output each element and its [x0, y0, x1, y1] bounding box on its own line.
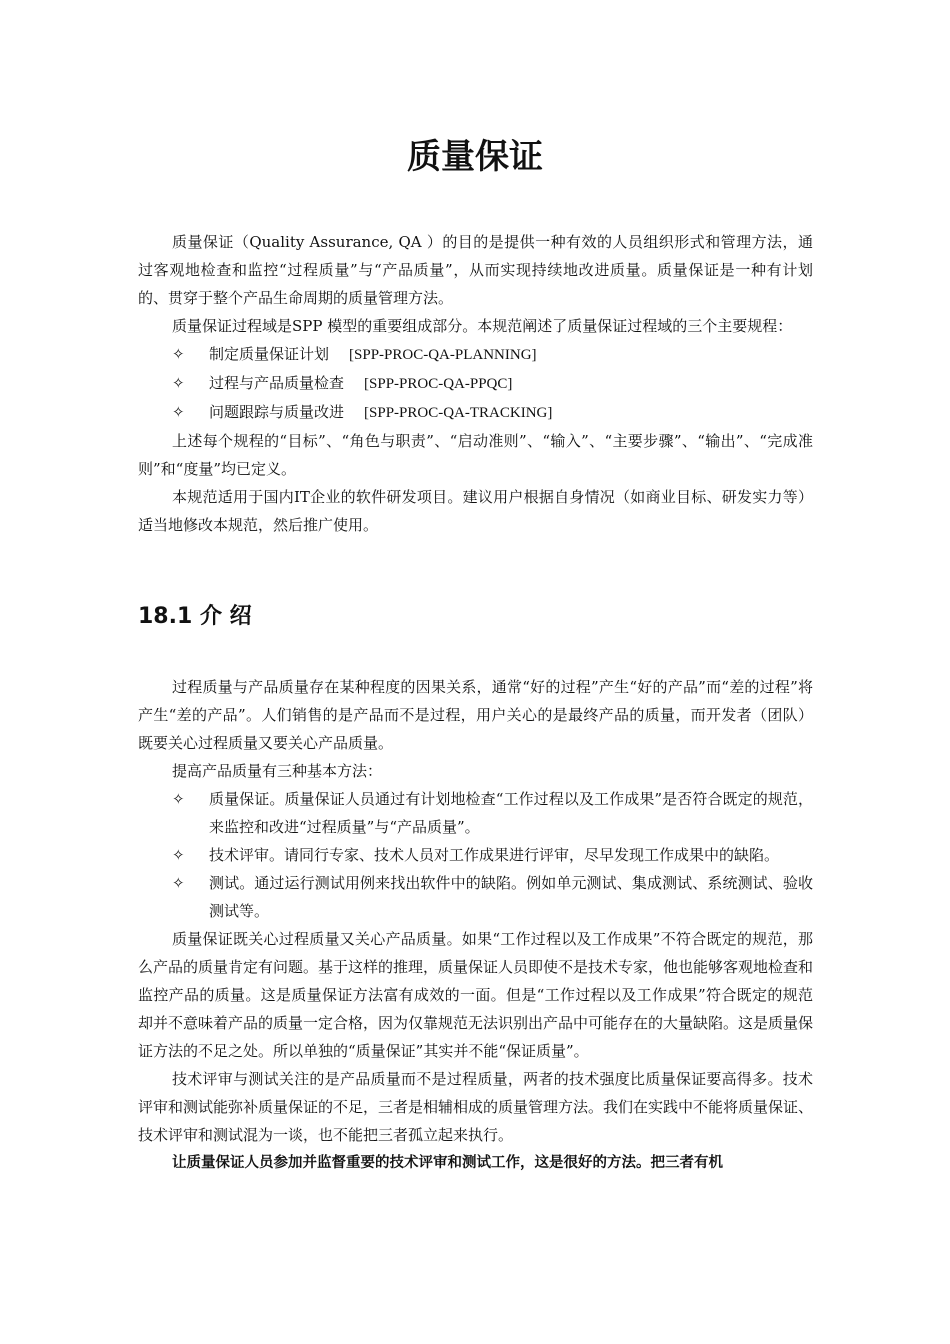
section-heading: 18.1 介 绍: [138, 604, 252, 629]
section-paragraph-2: 提高产品质量有三种基本方法：: [172, 762, 383, 780]
section-paragraph-3: 质量保证既关心过程质量又关心产品质量。如果“工作过程以及工作成果”不符合既定的规范，那么产品的质量肯定有问题。基于这样的推理，质量保证人员即使不是技术专家，他也能够客观地检查和监控产品的质量。这是质量保证方法富有成效的一面。但是“工作过程以及工作成果”符合既定的规范却并不意味着产品的质量一定合格，因为仅靠规范无法识别出产品中可能存在的大量缺陷。这是质量保证方法的不足之处。所以单独的“质量保证”其实并不能“保证质量”。: [138, 930, 814, 1060]
bullet-diamond-icon: ✧: [172, 790, 185, 808]
bullet-diamond-icon: ✧: [172, 403, 185, 421]
intro-paragraph-3: 上述每个规程的“目标”、“角色与职责”、“启动准则”、“输入”、“主要步骤”、“输出”、“完成准则”和“度量”均已定义。: [138, 432, 813, 478]
procedure-name: 制定质量保证计划: [209, 345, 330, 363]
procedure-name: 问题跟踪与质量改进: [209, 403, 345, 421]
method-text: 技术评审。请同行专家、技术人员对工作成果进行评审，尽早发现工作成果中的缺陷。: [209, 846, 780, 864]
procedure-code: [SPP-PROC-QA-PLANNING]: [349, 347, 537, 363]
procedure-item: [138, 340, 813, 369]
bullet-diamond-icon: ✧: [172, 874, 185, 892]
section-paragraph-4: 技术评审与测试关注的是产品质量而不是过程质量，两者的技术强度比质量保证要高得多。技术评审和测试能弥补质量保证的不足，三者是相辅相成的质量管理方法。我们在实践中不能将质量保证、技术评审和测试混为一谈，也不能把三者孤立起来执行。: [138, 1070, 814, 1144]
method-text: 质量保证。质量保证人员通过有计划地检查“工作过程以及工作成果”是否符合既定的规范，来监控和改进“过程质量”与“产品质量”。: [209, 790, 813, 836]
procedure-item: [138, 398, 813, 427]
method-item: [138, 785, 813, 841]
procedure-item: [138, 369, 813, 398]
intro-paragraph-2: 质量保证过程域是SPP 模型的重要组成部分。本规范阐述了质量保证过程域的三个主要规程：: [172, 317, 793, 335]
method-item: [138, 841, 813, 869]
section-paragraph-1: 过程质量与产品质量存在某种程度的因果关系，通常“好的过程”产生“好的产品”而“差的过程”将产生“差的产品”。人们销售的是产品而不是过程，用户关心的是最终产品的质量，而开发者（团队）既要关心过程质量又要关心产品质量。: [138, 678, 813, 752]
method-item: [138, 869, 813, 925]
page-title: 质量保证: [407, 137, 543, 177]
section-body: [138, 673, 813, 1177]
bullet-diamond-icon: ✧: [172, 345, 185, 363]
bullet-diamond-icon: ✧: [172, 846, 185, 864]
intro-paragraph-1: 质量保证（Quality Assurance, QA ）的目的是提供一种有效的人员组织形式和管理方法，通过客观地检查和监控“过程质量”与“产品质量”，从而实现持续地改进质量。质量保证是一种有计划的、贯穿于整个产品生命周期的质量管理方法。: [138, 233, 813, 307]
procedure-code: [SPP-PROC-QA-PPQC]: [364, 376, 513, 392]
bullet-diamond-icon: ✧: [172, 374, 185, 392]
section-paragraph-5-bold: 让质量保证人员参加并监督重要的技术评审和测试工作，这是很好的方法。把三者有机: [172, 1155, 723, 1171]
section-heading-block: [138, 601, 813, 633]
procedure-code: [SPP-PROC-QA-TRACKING]: [364, 405, 553, 421]
intro-section: [138, 228, 813, 539]
method-text: 测试。通过运行测试用例来找出软件中的缺陷。例如单元测试、集成测试、系统测试、验收测试等。: [209, 874, 813, 920]
procedure-name: 过程与产品质量检查: [209, 374, 345, 392]
intro-paragraph-4: 本规范适用于国内IT企业的软件研发项目。建议用户根据自身情况（如商业目标、研发实力等）适当地修改本规范，然后推广使用。: [138, 488, 813, 534]
